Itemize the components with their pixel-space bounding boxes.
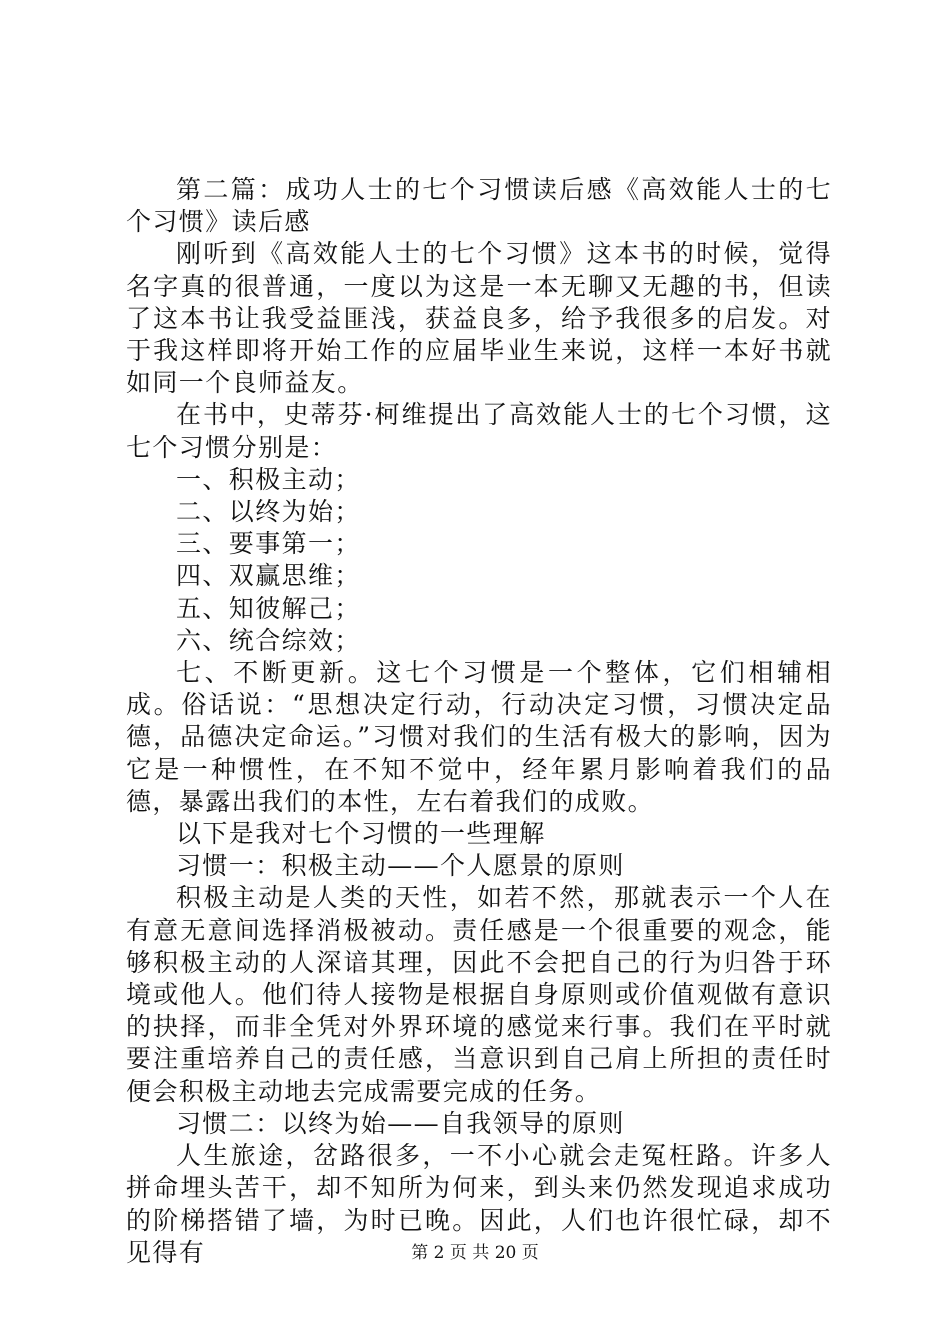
paragraph: 积极主动是人类的天性，如若不然，那就表示一个人在有意无意间选择消极被动。责任感是一个很重要的观念，能够积极主动的人深谙其理，因此不会把自己的行为归咎于环境或他人。他们待人接物是根据自身原则或价值观做有意识的抉择，而非全凭对外界环境的感觉来行事。我们在平时就要注重培养自己的责任感，当意识到自己肩上所担的责任时便会积极主动地去完成需要完成的任务。 xyxy=(126,883,832,1106)
paragraph: 在书中，史蒂芬·柯维提出了高效能人士的七个习惯，这七个习惯分别是： xyxy=(126,400,832,462)
list-item: 一、积极主动； xyxy=(176,464,361,494)
list-item: 五、知彼解己； xyxy=(176,593,361,623)
paragraph: 人生旅途，岔路很多，一不小心就会走冤枉路。许多人拼命埋头苦干，却不知所为何来，到头来仍然发现追求成功的阶梯搭错了墙，为时已晚。因此，人们也许很忙碌，却不见得有 xyxy=(126,1141,832,1267)
list-item: 四、双赢思维； xyxy=(176,561,361,591)
section-heading: 习惯一：积极主动——个人愿景的原则 xyxy=(176,851,625,881)
paragraph-title: 第二篇：成功人士的七个习惯读后感《高效能人士的七个习惯》读后感 xyxy=(126,175,832,237)
page-number: 第 2 页 共 20 页 xyxy=(411,1243,539,1263)
list-item: 二、以终为始； xyxy=(176,497,361,527)
document-body xyxy=(126,174,832,1269)
paragraph: 七、不断更新。这七个习惯是一个整体，它们相辅相成。俗话说：“思想决定行动，行动决定习惯，习惯决定品德，品德决定命运。”习惯对我们的生活有极大的影响，因为它是一种惯性，在不知不觉中，经年累月影响着我们的品德，暴露出我们的本性，左右着我们的成败。 xyxy=(126,658,832,816)
paragraph: 以下是我对七个习惯的一些理解 xyxy=(176,819,546,849)
list-item: 三、要事第一； xyxy=(176,529,361,559)
paragraph: 刚听到《高效能人士的七个习惯》这本书的时候，觉得名字真的很普通，一度以为这是一本无聊又无趣的书，但读了这本书让我受益匪浅，获益良多，给予我很多的启发。对于我这样即将开始工作的应届毕业生来说，这样一本好书就如同一个良师益友。 xyxy=(126,239,832,398)
section-heading: 习惯二：以终为始——自我领导的原则 xyxy=(176,1108,625,1138)
list-item: 六、统合综效； xyxy=(176,625,361,655)
